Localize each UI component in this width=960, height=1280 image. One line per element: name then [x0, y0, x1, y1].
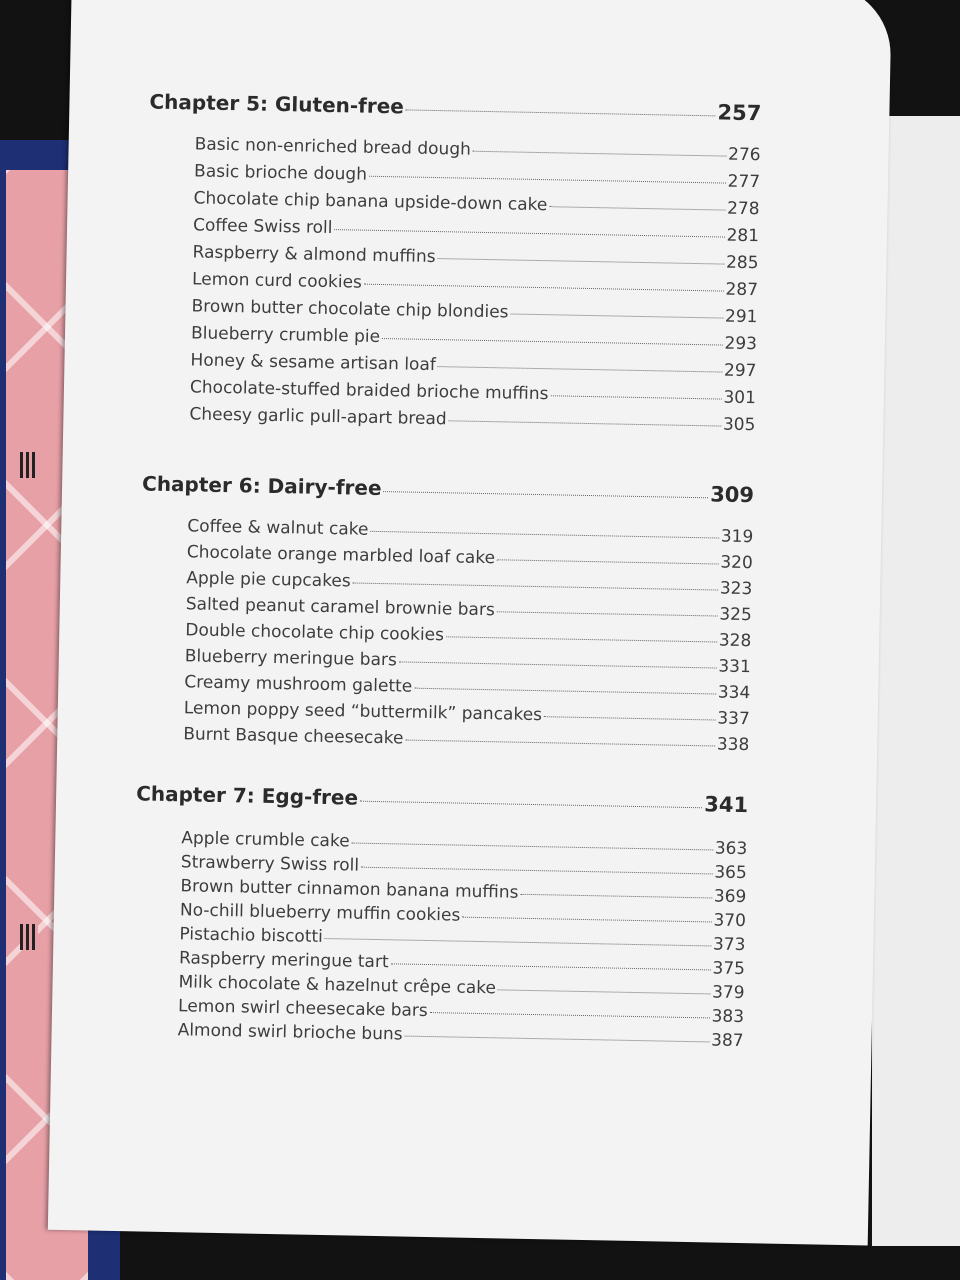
dot-leader — [406, 109, 716, 116]
entry-page: 278 — [726, 198, 760, 220]
toc-entry[interactable] — [187, 516, 753, 547]
dot-leader — [520, 894, 711, 899]
entry-page: 291 — [724, 306, 758, 328]
chapter-page: 309 — [709, 482, 755, 508]
entry-title: Strawberry Swiss roll — [180, 852, 360, 876]
contents-page — [48, 0, 892, 1246]
dot-leader — [369, 176, 726, 184]
toc-entry[interactable] — [189, 404, 755, 435]
entry-title: Basic brioche dough — [193, 161, 368, 185]
dot-leader — [364, 284, 724, 292]
dot-leader — [498, 989, 710, 994]
entry-page: 379 — [711, 982, 745, 1004]
dot-leader — [399, 661, 716, 668]
entry-title: Raspberry meringue tart — [178, 948, 389, 973]
entry-title: Lemon curd cookies — [191, 269, 363, 293]
entry-title: Chocolate orange marbled loaf cake — [186, 542, 496, 569]
entry-page: 334 — [717, 682, 751, 704]
toc-entry[interactable] — [194, 161, 760, 192]
entry-title: Almond swirl brioche buns — [177, 1020, 403, 1045]
pattern-mark — [20, 924, 38, 950]
toc-entry[interactable] — [191, 323, 757, 354]
entry-page: 305 — [722, 414, 756, 436]
entry-page: 338 — [716, 734, 750, 756]
entry-page: 281 — [726, 225, 760, 247]
chapter-page: 257 — [717, 100, 762, 126]
chapter-page: 341 — [704, 792, 749, 818]
dot-leader — [370, 531, 718, 539]
entry-title: Lemon swirl cheesecake bars — [177, 996, 428, 1022]
dot-leader — [391, 963, 711, 970]
dot-leader — [325, 938, 711, 946]
chapter-heading[interactable] — [149, 90, 761, 126]
dot-leader — [462, 917, 711, 923]
entry-page: 331 — [718, 656, 751, 678]
entry-page: 297 — [723, 360, 757, 382]
dot-leader — [473, 151, 726, 157]
chapter-heading[interactable] — [136, 781, 748, 817]
dot-leader — [383, 491, 708, 498]
entry-page: 337 — [717, 708, 750, 730]
chapter-title: Chapter 6: Dairy-free — [141, 471, 382, 501]
toc-entry[interactable] — [191, 296, 757, 327]
entry-title: Double chocolate chip cookies — [185, 620, 445, 646]
dot-leader — [430, 1012, 710, 1018]
dot-leader — [360, 801, 702, 809]
toc-entry[interactable] — [186, 594, 752, 625]
toc-entry[interactable] — [185, 646, 751, 677]
dot-leader — [497, 611, 718, 616]
entry-page: 387 — [710, 1030, 744, 1052]
toc-entry[interactable] — [194, 134, 760, 165]
entry-title: Apple crumble cake — [181, 828, 350, 852]
toc-entry[interactable] — [185, 620, 751, 651]
entry-page: 375 — [712, 958, 746, 980]
entry-title: Honey & sesame artisan loaf — [190, 350, 437, 376]
entry-title: Brown butter chocolate chip blondies — [191, 296, 509, 323]
entry-page: 370 — [713, 910, 747, 932]
dot-leader — [510, 313, 723, 318]
toc-entry[interactable] — [193, 188, 759, 219]
dot-leader — [550, 395, 721, 399]
toc-entry[interactable] — [190, 350, 756, 381]
entry-page: 365 — [714, 862, 747, 884]
chapter-heading[interactable] — [142, 471, 754, 507]
entry-title: Apple pie cupcakes — [186, 568, 351, 592]
entry-title: Salted peanut caramel brownie bars — [185, 594, 495, 621]
dot-leader — [334, 229, 724, 237]
entry-page: 369 — [713, 886, 747, 908]
entry-title: Coffee Swiss roll — [192, 215, 333, 239]
entry-page: 287 — [725, 279, 759, 301]
entry-title: Brown butter cinnamon banana muffins — [180, 876, 519, 903]
dot-leader — [352, 843, 713, 851]
entry-title: Milk chocolate & hazelnut crêpe cake — [178, 972, 497, 999]
pattern-mark — [20, 452, 38, 478]
entry-page: 276 — [727, 144, 761, 166]
dot-leader — [382, 338, 722, 346]
dot-leader — [497, 559, 718, 564]
entry-page: 285 — [725, 252, 759, 274]
entry-page: 325 — [719, 604, 752, 626]
entry-page: 363 — [714, 838, 748, 860]
entry-title: Blueberry meringue bars — [184, 646, 398, 671]
entry-title: Chocolate chip banana upside-down cake — [193, 188, 548, 216]
dot-leader — [414, 688, 716, 695]
entry-title: Raspberry & almond muffins — [192, 242, 436, 268]
chapter-title: Chapter 5: Gluten-free — [149, 89, 405, 119]
dot-leader — [544, 716, 715, 720]
dot-leader — [405, 740, 714, 747]
entry-page: 373 — [712, 934, 746, 956]
entry-title: Burnt Basque cheesecake — [183, 724, 404, 749]
dot-leader — [353, 583, 718, 591]
entry-title: Lemon poppy seed “buttermilk” pancakes — [183, 698, 543, 726]
entry-page: 301 — [723, 387, 757, 409]
toc-entry[interactable] — [192, 242, 758, 273]
dot-leader — [449, 420, 721, 426]
toc-entry[interactable] — [184, 672, 750, 703]
toc-entry[interactable] — [184, 698, 750, 729]
toc-entry[interactable] — [183, 724, 749, 755]
entry-page: 277 — [727, 171, 761, 193]
entry-title: Coffee & walnut cake — [187, 516, 369, 540]
toc-entry[interactable] — [190, 377, 756, 408]
toc-entry[interactable] — [193, 215, 759, 246]
entry-page: 319 — [720, 526, 754, 548]
toc-entry[interactable] — [186, 568, 752, 599]
entry-page: 293 — [724, 333, 758, 355]
dot-leader — [446, 636, 717, 642]
entry-title: Creamy mushroom galette — [184, 672, 413, 697]
toc-entry[interactable] — [192, 269, 758, 300]
dot-leader — [438, 258, 724, 265]
entry-title: Chocolate-stuffed braided brioche muffins — [189, 377, 549, 405]
entry-page: 383 — [711, 1006, 745, 1028]
dot-leader — [361, 867, 712, 875]
entry-page: 323 — [719, 578, 753, 600]
chapter-title: Chapter 7: Egg-free — [135, 781, 359, 810]
entry-page: 320 — [720, 552, 753, 574]
dot-leader — [405, 1036, 710, 1043]
entry-title: Basic non-enriched bread dough — [194, 134, 472, 160]
dot-leader — [438, 366, 722, 372]
entry-title: Pistachio biscotti — [179, 924, 324, 947]
entry-page: 328 — [718, 630, 752, 652]
dot-leader — [549, 206, 725, 210]
entry-title: Cheesy garlic pull-apart bread — [189, 404, 447, 430]
entry-title: No-chill blueberry muffin cookies — [179, 900, 461, 926]
entry-title: Blueberry crumble pie — [190, 323, 381, 347]
toc-entry[interactable] — [187, 542, 753, 573]
